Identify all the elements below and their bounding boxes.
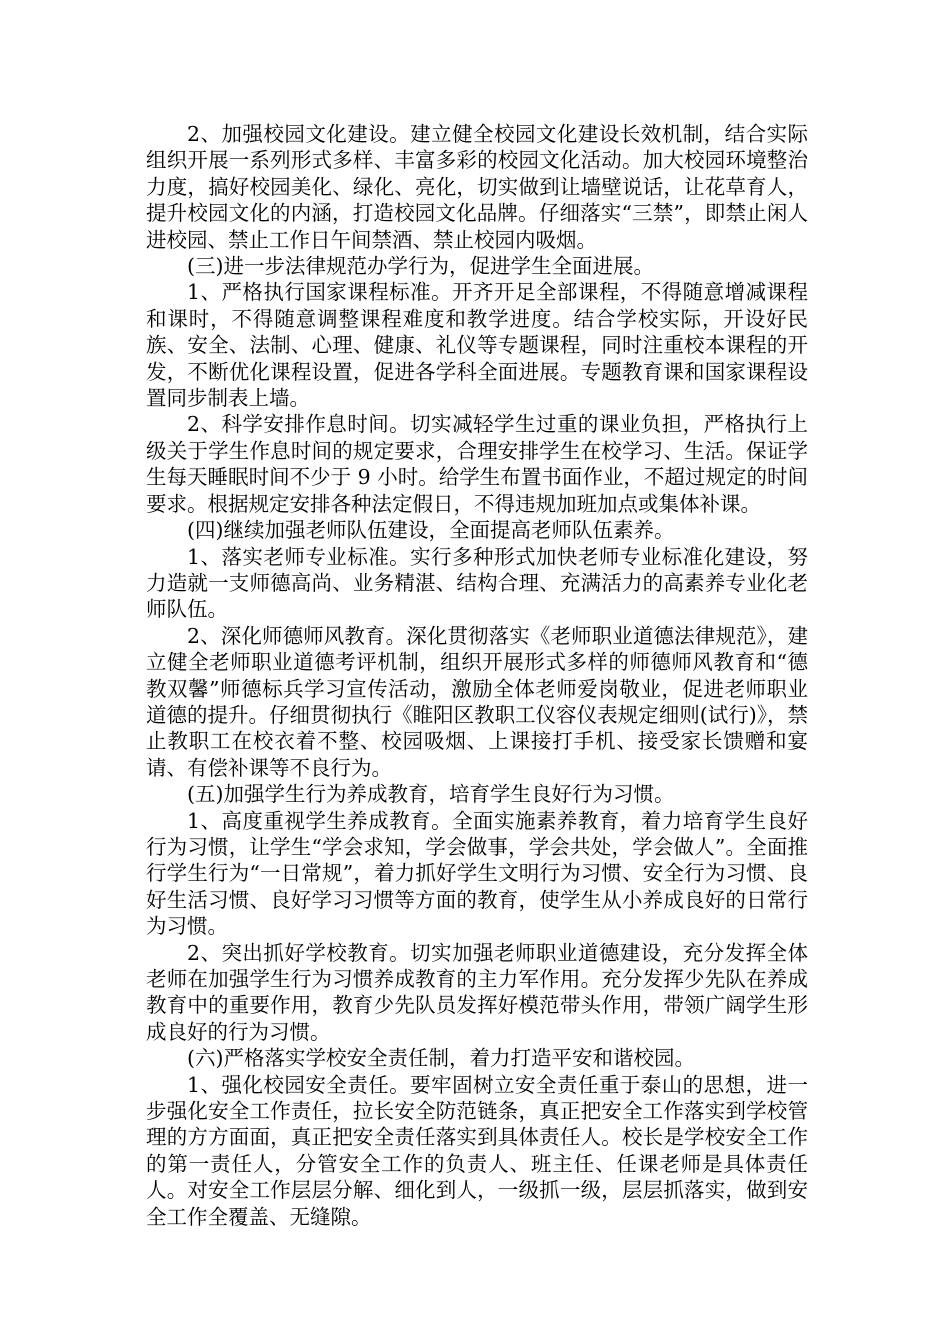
paragraph-teacher-standard: 1、落实老师专业标准。实行多种形式加快老师专业标准化建设，努力造就一支师德高尚、业务精湛、结构合理、充满活力的高素养专业化老师队伍。: [146, 544, 808, 622]
paragraph-teacher-ethics: 2、深化师德师风教育。深化贯彻落实《老师职业道德法律规范》，建立健全老师职业道德考评机制，组织开展形式多样的师德师风教育和“德教双馨”师德标兵学习宣传活动，激励全体老师爱岗敬业，促进老师职业道德的提升。仔细贯彻执行《睢阳区教职工仪容仪表规定细则(试行)》，禁止教职工在校衣着不整、校园吸烟、上课接打手机、接受家长馈赠和宴请、有偿补课等不良行为。: [146, 623, 808, 780]
paragraph-safety-responsibility: 1、强化校园安全责任。要牢固树立安全责任重于泰山的思想，进一步强化安全工作责任，拉长安全防范链条，真正把安全工作落实到学校管理的方方面面，真正把安全责任落实到具体责任人。校长是学校安全工作的第一责任人，分管安全工作的负责人、班主任、任课老师是具体责任人。对安全工作层层分解、细化到人，一级抓一级，层层抓落实，做到安全工作全覆盖、无缝隙。: [146, 1072, 808, 1229]
document-body: [146, 121, 808, 1230]
paragraph-rest-schedule: 2、科学安排作息时间。切实减轻学生过重的课业负担，严格执行上级关于学生作息时间的规定要求，合理安排学生在校学习、生活。保证学生每天睡眠时间不少于 9 小时。给学生布置书面作业，不超过规定的时间要求。根据规定安排各种法定假日，不得违规加班加点或集体补课。: [146, 412, 808, 516]
section-heading-4: (四)继续加强老师队伍建设，全面提高老师队伍素养。: [187, 518, 675, 543]
paragraph-school-education: 2、突出抓好学校教育。切实加强老师职业道德建设，充分发挥全体老师在加强学生行为习惯养成教育的主力军作用。充分发挥少先队在养成教育中的重要作用，教育少先队员发挥好模范带头作用，带领广阔学生形成良好的行为习惯。: [146, 940, 808, 1044]
paragraph-student-habits: 1、高度重视学生养成教育。全面实施素养教育，着力培育学生良好行为习惯，让学生“学会求知，学会做事，学会共处，学会做人”。全面推行学生行为“一日常规”，着力抓好学生文明行为习惯、安全行为习惯、良好生活习惯、良好学习习惯等方面的教育，使学生从小养成良好的日常行为习惯。: [146, 808, 808, 939]
paragraph-campus-culture: 2、加强校园文化建设。建立健全校园文化建设长效机制，结合实际组织开展一系列形式多样、丰富多彩的校园文化活动。加大校园环境整治力度，搞好校园美化、绿化、亮化，切实做到让墙壁说话，让花草育人，提升校园文化的内涵，打造校园文化品牌。仔细落实“三禁”，即禁止闲人进校园、禁止工作日午间禁酒、禁止校园内吸烟。: [146, 122, 808, 252]
paragraph-curriculum-standard: 1、严格执行国家课程标准。开齐开足全部课程，不得随意增减课程和课时，不得随意调整课程难度和教学进度。结合学校实际，开设好民族、安全、法制、心理、健康、礼仪等专题课程，同时注重校本课程的开发，不断优化课程设置，促进各学科全面进展。专题教育课和国家课程设置同步制表上墙。: [146, 280, 808, 411]
section-heading-5: (五)加强学生行为养成教育，培育学生良好行为习惯。: [187, 782, 675, 807]
section-heading-6: (六)严格落实学校安全责任制，着力打造平安和谐校园。: [187, 1046, 695, 1071]
section-heading-3: (三)进一步法律规范办学行为，促进学生全面进展。: [187, 254, 654, 279]
